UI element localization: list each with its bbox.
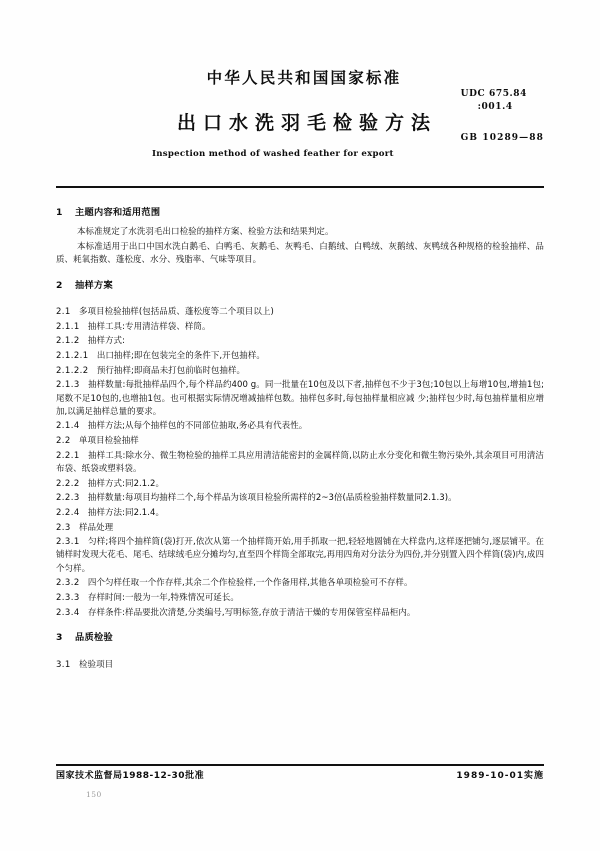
- clause: [56, 420, 544, 433]
- section-number-2: 2: [56, 279, 63, 291]
- section-heading-2: [56, 279, 544, 293]
- clause: [56, 350, 544, 363]
- clause-number: 2.3.3: [56, 592, 80, 603]
- clause: [56, 335, 544, 348]
- clause-text: 存样时间:一般为一年,特殊情况可延长。: [87, 592, 239, 603]
- clause-number: 2.2.3: [56, 493, 80, 504]
- clause: [56, 365, 544, 378]
- clause: [56, 577, 544, 590]
- header-divider: [56, 186, 544, 188]
- clause: [56, 321, 544, 334]
- clause-number: 2.1.4: [56, 421, 80, 432]
- effective-date: 1989-10-01实施: [456, 771, 544, 781]
- approval-statement: 国家技术监督局1988-12-30批准: [56, 771, 205, 781]
- document-body: [56, 206, 544, 673]
- paragraph: 本标准规定了水洗羽毛出口检验的抽样方案、检验方法和结果判定。: [77, 227, 334, 238]
- clause-number: 2.1.3: [56, 380, 80, 391]
- section-title-3: 品质检验: [75, 632, 113, 644]
- clause-text: 四个匀样任取一个作存样,其余二个作检验样,一个作备用样,其他各单项检验可不存样。: [87, 578, 413, 589]
- clause-number: 2.3.4: [56, 607, 80, 618]
- masthead: [0, 70, 600, 159]
- clause-text: 预行抽样;即商品未打包前临时包抽样。: [96, 365, 246, 376]
- clause-number: 3.1: [56, 659, 71, 670]
- udc-code-line1: UDC 675.84: [460, 89, 528, 99]
- clause: [56, 659, 544, 672]
- section-title-1: 主题内容和适用范围: [75, 207, 161, 218]
- clause-text: 抽样方法;从每个抽样包的不同部位抽取,务必具有代表性。: [87, 421, 308, 432]
- clause-text: 存样条件:样品要批次清楚,分类编号,写明标签,存放于清洁干燥的专用保管室样品柜内。: [87, 607, 416, 618]
- clause-text: 抽样工具:专用清洁样袋、样筒。: [87, 321, 211, 332]
- clause-text: 样品处理: [78, 522, 114, 533]
- standard-codes: [461, 88, 544, 145]
- national-standard-label: 中华人民共和国国家标准: [206, 69, 402, 87]
- clause: [56, 478, 544, 491]
- clause-number: 2.1.1: [56, 321, 80, 332]
- clause-text: 抽样方式:同2.1.2。: [87, 478, 164, 489]
- section-heading-1: [56, 206, 544, 220]
- clause-text: 单项目检验抽样: [78, 436, 139, 447]
- clause-number: 2.2.1: [56, 450, 80, 461]
- paragraph: 本标准适用于出口中国水洗白鹅毛、白鸭毛、灰鹅毛、灰鸭毛、白鹅绒、白鸭绒、灰鹅绒、灰鸭绒各种规格的检验抽样、品质、耗氧指数、蓬松度、水分、残脂率、气味等项目。: [56, 241, 544, 266]
- footer: [56, 768, 544, 781]
- clause: [56, 306, 544, 319]
- clause-number: 2.3.1: [56, 537, 80, 548]
- clause: [56, 536, 544, 576]
- section-number-3: 3: [56, 632, 63, 644]
- clause-number: 2.1: [56, 307, 71, 318]
- clause-text: 抽样工具:除水分、微生物检验的抽样工具应用清洁能密封的金属样筒,以防止水分变化和微生物污染外,其余项目可用清洁布袋、纸袋或塑料袋。: [56, 450, 544, 474]
- clause-text: 检验项目: [78, 659, 114, 670]
- clause: [56, 492, 544, 505]
- clause: [56, 435, 544, 448]
- clause-number: 2.1.2.1: [56, 351, 89, 362]
- clause: [56, 450, 544, 476]
- clause-number: 2.1.2.2: [56, 365, 89, 376]
- clause-text: 抽样数量:每项目均抽样二个,每个样品为该项目检验所需样的2~3倍(品质检验抽样数量同2.1.3)。: [87, 493, 457, 504]
- clause: [56, 522, 544, 535]
- clause-number: 2.2: [56, 436, 71, 447]
- gb-standard-number: GB 10289—88: [460, 133, 544, 144]
- clause-text: 抽样方式:: [87, 336, 126, 347]
- clause-text: 抽样方法:同2.1.4。: [87, 507, 164, 518]
- clause-text: 抽样数量:每批抽样品四个,每个样品约400 g。同一批量在10包及以下者,抽样包不少于3包;10包以上每增10包,增抽1包;尾数不足10包的,也增抽1包。也可根据实际情况增减抽样包数。抽样包多时,每包抽样量相应减 少;抽样包少时,每包抽样量相应增加,以满足抽样总量的要求。: [56, 380, 544, 417]
- udc-code-line2: :001.4: [477, 102, 513, 113]
- section-number-1: 1: [56, 207, 63, 218]
- clause-number: 2.2.4: [56, 507, 80, 518]
- section-title-2: 抽样方案: [75, 279, 113, 291]
- clause: [56, 592, 544, 605]
- clause: [56, 379, 544, 419]
- clause-number: 2.3: [56, 522, 71, 533]
- clause-number: 2.1.2: [56, 336, 80, 347]
- clause-text: 出口抽样;即在包装完全的条件下,开包抽样。: [96, 351, 265, 362]
- page-subtitle-english: Inspection method of washed feather for export: [152, 148, 394, 159]
- page-title: 出口水洗羽毛检验方法: [176, 112, 437, 135]
- clause-number: 2.2.2: [56, 478, 80, 489]
- section-heading-3: [56, 631, 544, 645]
- clause-number: 2.3.2: [56, 578, 80, 589]
- page-number: 150: [86, 790, 102, 799]
- clause: [56, 507, 544, 520]
- footer-divider: [56, 764, 544, 766]
- clause-text: 匀样;将四个抽样筒(袋)打开,依次从第一个抽样筒开始,用手抓取一把,轻轻地圆铺在大样盘内,这样逐把铺匀,逐层铺平。在铺样时发现大花毛、尾毛、结球绒毛应分摊均匀,直至四个样筒全部取完,再用四角对分法分为四份,并分别置入四个样筒(袋)内,成四个匀样。: [56, 537, 544, 574]
- clause-text: 多项目检验抽样(包括品质、蓬松度等二个项目以上): [78, 307, 274, 318]
- clause: [56, 607, 544, 620]
